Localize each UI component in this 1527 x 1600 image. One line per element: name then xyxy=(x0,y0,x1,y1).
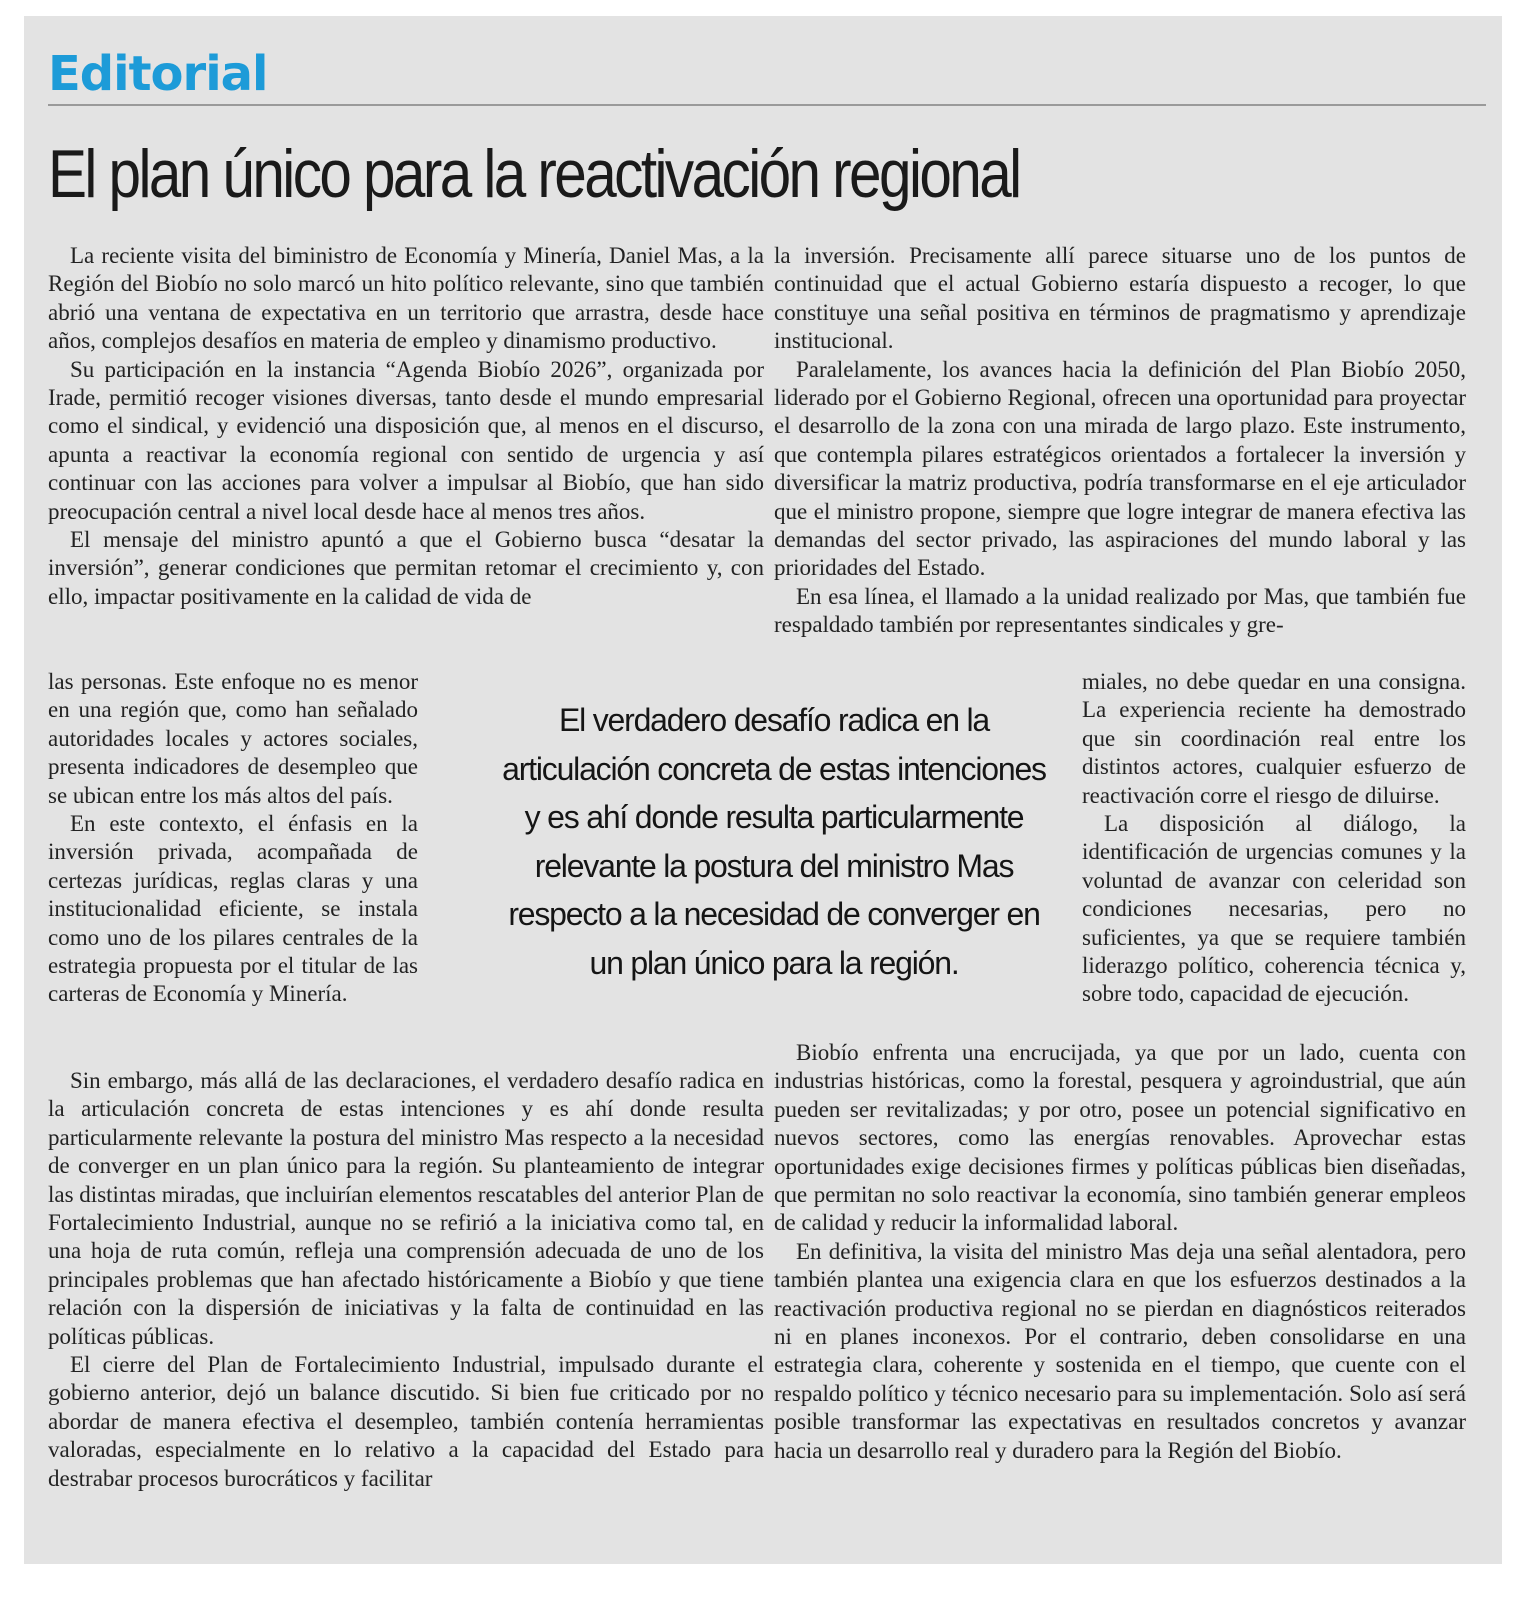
section-divider xyxy=(48,104,1486,106)
left-column-narrow xyxy=(48,668,418,1009)
paragraph: Biobío enfrenta una encrucijada, ya que por un lado, cuenta con industrias históricas, como la forestal, pesquera y agroindustrial, que aún pueden ser revitalizadas; y por otro, posee un potencial significativo en nuevos sectores, como las energías renovables. Aprovechar estas oportunidades exige decisiones firmes y políticas públicas bien diseñadas, que permitan no solo reactivar la economía, sino también generar empleos de calidad y reducir la informalidad laboral. xyxy=(774,1040,1466,1236)
paragraph: En este contexto, el énfasis en la inversión privada, acompañada de certezas jurídicas, reglas claras y una institucionalidad eficiente, se instala como uno de los pilares centrales de la estrategia propuesta por el titular de las carteras de Economía y Minería. xyxy=(48,811,418,1007)
right-column-bottom xyxy=(774,1039,1466,1465)
paragraph: En definitiva, la visita del ministro Mas deja una señal alentadora, pero también plantea una exigencia clara en que los esfuerzos destinados a la reactivación productiva regional no se pierdan en diagnósticos reiterados ni en planes inconexos. Por el contrario, deben consolidarse en una estrategia clara, coherente y sostenida en el tiempo, que cuente con el respaldo político y técnico necesario para su implementación. Solo así será posible transformar las expectativas en resultados concretos y avanzar hacia un desarrollo real y duradero para la Región del Biobío. xyxy=(774,1238,1466,1463)
section-label: Editorial xyxy=(48,46,268,102)
paragraph: En esa línea, el llamado a la unidad realizado por Mas, que también fue respaldado también por representantes sindicales y gre- xyxy=(774,583,1466,638)
paragraph: Su participación en la instancia “Agenda Biobío 2026”, organizada por Irade, permitió recoger visiones diversas, tanto desde el mundo empresarial como el sindical, y evidenció una disposición que, al menos en el discurso, apunta a reactivar la economía regional con sentido de urgencia y así continuar con las acciones para volver a impulsar al Biobío, que han sido preocupación central a nivel local desde hace al menos tres años. xyxy=(48,356,764,524)
left-column-top xyxy=(48,242,764,611)
paragraph: Paralelamente, los avances hacia la definición del Plan Biobío 2050, liderado por el Gobierno Regional, ofrecen una oportunidad para proyectar el desarrollo de la zona con una mirada de largo plazo. Este instrumento, que contempla pilares estratégicos orientados a fortalecer la inversión y diversificar la matriz productiva, podría transformarse en el eje articulador que el ministro propone, siempre que logre integrar de manera efectiva las demandas del sector privado, las aspiraciones del mundo laboral y las prioridades del Estado. xyxy=(774,356,1466,581)
paragraph: La reciente visita del biministro de Economía y Minería, Daniel Mas, a la Región del Biobío no solo marcó un hito político relevante, sino que también abrió una ventana de expectativa en un territorio que arrastra, desde hace años, complejos desafíos en materia de empleo y dinamismo productivo. xyxy=(48,243,764,354)
paragraph: las personas. Este enfoque no es menor en una región que, como han señalado autoridades locales y actores sociales, presenta indicadores de desempleo que se ubican entre los más altos del país. xyxy=(48,669,418,808)
paragraph: El mensaje del ministro apuntó a que el Gobierno busca “desatar la inversión”, generar condiciones que permitan retomar el crecimiento y, con ello, impactar positivamente en la calidad de vida de xyxy=(48,527,764,609)
left-column-bottom xyxy=(48,1067,764,1493)
headline: El plan único para la reactivación regional xyxy=(48,136,1020,212)
paragraph: miales, no debe quedar en una consigna. La experiencia reciente ha demostrado que sin coordinación real entre los distintos actores, cualquier esfuerzo de reactivación corre el riesgo de diluirse. xyxy=(1082,669,1466,808)
paragraph: Sin embargo, más allá de las declaraciones, el verdadero desafío radica en la articulación concreta de estas intenciones y es ahí donde resulta particularmente relevante la postura del ministro Mas respecto a la necesidad de converger en un plan único para la región. Su planteamiento de integrar las distintas miradas, que incluirían elementos rescatables del anterior Plan de Fortalecimiento Industrial, aunque no se refirió a la iniciativa como tal, en una hoja de ruta común, refleja una comprensión adecuada de uno de los principales problemas que han afectado históricamente a Biobío y que tiene relación con la dispersión de iniciativas y la falta de continuidad en las políticas públicas. xyxy=(48,1068,764,1349)
paragraph: la inversión. Precisamente allí parece situarse uno de los puntos de continuidad que el actual Gobierno estaría dispuesto a recoger, lo que constituye una señal positiva en términos de pragmatismo y aprendizaje institucional. xyxy=(774,243,1466,354)
paragraph: La disposición al diálogo, la identificación de urgencias comunes y la voluntad de avanzar con celeridad son condiciones necesarias, pero no suficientes, ya que se requiere también liderazgo político, coherencia técnica y, sobre todo, capacidad de ejecución. xyxy=(1082,811,1466,1007)
article-panel xyxy=(24,16,1502,1564)
right-column-narrow xyxy=(1082,668,1466,1009)
pull-quote: El verdadero desafío radica en la articulación concreta de estas intenciones y es ahí donde resulta particularmente relevante la postura del ministro Mas respecto a la necesidad de converger en un plan único para la región. xyxy=(502,702,1046,981)
paragraph: El cierre del Plan de Fortalecimiento Industrial, impulsado durante el gobierno anterior, dejó un balance discutido. Si bien fue criticado por no abordar de manera efectiva el desempleo, también contenía herramientas valoradas, especialmente en lo relativo a la capacidad del Estado para destrabar procesos burocráticos y facilitar xyxy=(48,1352,764,1491)
right-column-top xyxy=(774,242,1466,640)
